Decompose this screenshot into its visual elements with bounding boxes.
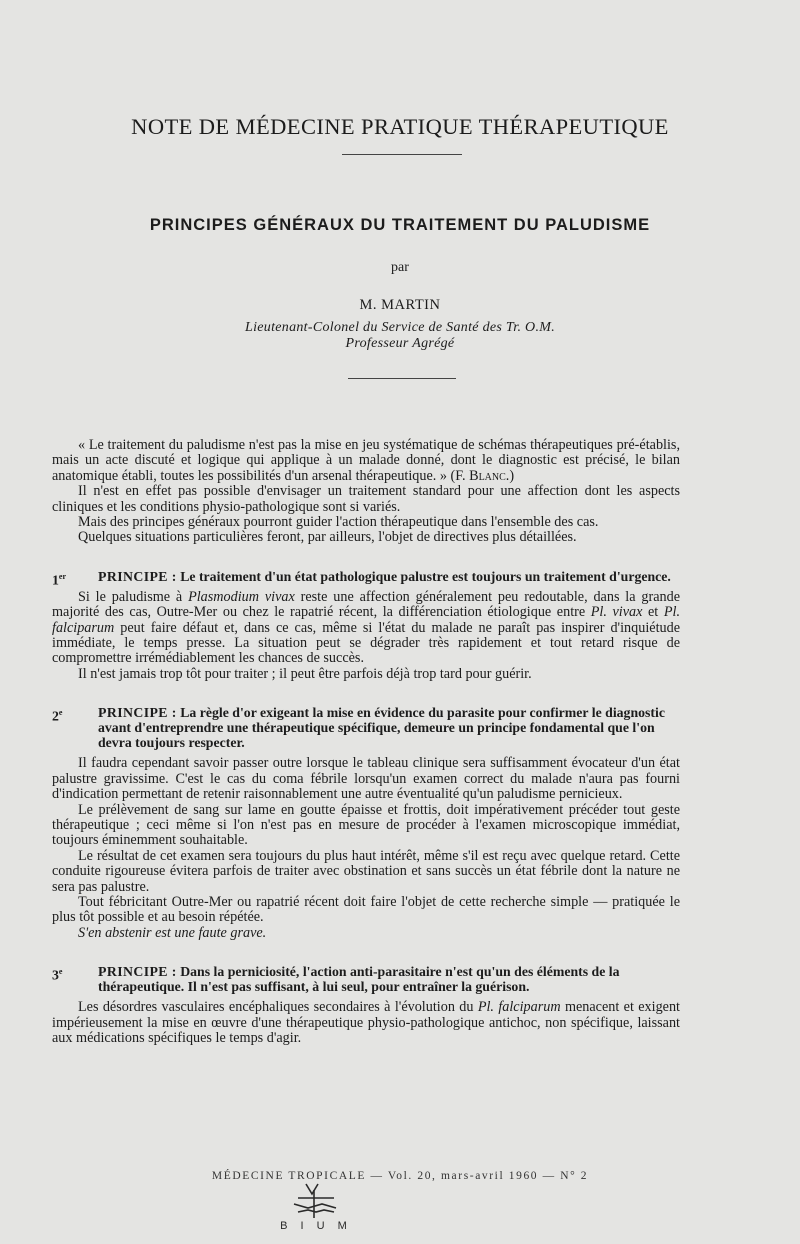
- author-rank: Lieutenant-Colonel du Service de Santé des Tr. O.M.: [244, 320, 556, 335]
- title-divider: [342, 154, 462, 155]
- principle-2-paragraph: Tout fébricitant Outre-Mer ou rapatrié récent doit faire l'objet de cette recherche simple — pratiquée le plus tôt possible et au besoin répétée.: [52, 893, 680, 926]
- principle-1-heading: 1er PRINCIPE : Le traitement d'un état pathologique palustre est toujours un traitement d'urgence.: [52, 568, 671, 588]
- principle-number: 2e: [52, 708, 63, 724]
- header-divider: [348, 378, 456, 379]
- running-foot: MÉDECINE TROPICALE — Vol. 20, mars-avril 1960 — N° 2: [211, 1170, 589, 1182]
- principle-2-heading: 2e PRINCIPE : La règle d'or exigeant la mise en évidence du parasite pour confirmer le diagnostic avant d'entreprendre une thérapeutique spécifique, demeure un principe fondamental que l'on devra toujours respecter.: [52, 705, 665, 751]
- principle-2-paragraph: Le prélèvement de sang sur lame en goutte épaisse et frottis, doit impérativement précéder tout geste thérapeutique ; ceci même si l'on n'est pas en mesure de procéder à l'examen microscopique immédiat, toujours éminemment souhaitable.: [52, 801, 680, 849]
- quote-author: Blanc.): [469, 467, 515, 484]
- svg-text:B I U M: B I U M: [280, 1220, 352, 1232]
- byline: par: [391, 260, 409, 275]
- principle-1-paragraph: Si le paludisme à Plasmodium vivax reste une affection généralement peu redoutable, dans la grande majorité des cas, Outre-Mer ou chez le rapatrié récent, la différenciation étiologique entre Pl. vivax et Pl. falciparum peut faire défaut et, dans ce cas, même si l'état du malade ne paraît pas inspirer d'inquiétude immédiate, le temps presse. La situation peut se dégrader très rapidement et tout retard risque de compromettre irrémédiablement les chances de succès.: [52, 588, 680, 667]
- intro-paragraph: Mais des principes généraux pourront guider l'action thérapeutique dans l'ensemble des cas.: [78, 514, 599, 531]
- principle-3-heading: 3e PRINCIPE : Dans la perniciosité, l'action anti-parasitaire n'est qu'un des éléments de la thérapeutique. Il n'est pas suffisant, à lui seul, pour entraîner la guérison.: [52, 964, 620, 995]
- author-name: M. MARTIN: [359, 297, 441, 313]
- principle-number: 1er: [52, 571, 67, 588]
- principle-number: 3e: [52, 967, 63, 983]
- intro-paragraph: Quelques situations particulières feront, par ailleurs, l'objet de directives plus détaillées.: [78, 529, 577, 546]
- author-title: Professeur Agrégé: [345, 336, 455, 351]
- principle-2-paragraph: Le résultat de cet examen sera toujours du plus haut intérêt, même s'il est reçu avec quelque retard. Cette conduite rigoureuse évitera parfois de traiter avec obstination et sans succès un état fébrile dont la nature ne sera pas palustre.: [52, 847, 680, 895]
- intro-paragraph: Il n'est en effet pas possible d'envisager un traitement standard pour une affection dont les aspects cliniques et les conditions physio-pathologique sont si variés.: [52, 483, 680, 515]
- library-stamp-icon: [268, 1180, 364, 1232]
- principle-3-paragraph: Les désordres vasculaires encéphaliques secondaires à l'évolution du Pl. falciparum menacent et exigent impérieusement la mise en œuvre d'une thérapeutique physio-pathologique antichoc, non spécifique, laissant aux médications spécifiques le temps d'agir.: [52, 999, 680, 1046]
- intro-quote: « Le traitement du paludisme n'est pas la mise en jeu systématique de schémas thérapeutiques pré-établis, mais un acte discuté et logique qui applique à un malade donné, dont le diagnostic est précisé, le bilan anatomique établi, toutes les possibilités d'un arsenal thérapeutique. » (F. Blanc.): [52, 437, 680, 484]
- article-body: [52, 438, 680, 1046]
- series-title: NOTE DE MÉDECINE PRATIQUE THÉRAPEUTIQUE: [131, 114, 669, 139]
- article-title: PRINCIPES GÉNÉRAUX DU TRAITEMENT DU PALUDISME: [149, 216, 651, 234]
- principle-2-paragraph: Il faudra cependant savoir passer outre lorsque le tableau clinique sera suffisamment évocateur d'un état palustre gravissime. C'est le cas du coma fébrile lorsqu'un examen correct du malade n'aura pas fourni d'indication permettant de retenir raisonnablement une autre éventualité qu'un paludisme pernicieux.: [52, 755, 680, 803]
- principle-1-paragraph: Il n'est jamais trop tôt pour traiter ; il peut être parfois déjà trop tard pour guérir.: [78, 665, 532, 682]
- principle-2-conclusion: S'en abstenir est une faute grave.: [78, 924, 267, 941]
